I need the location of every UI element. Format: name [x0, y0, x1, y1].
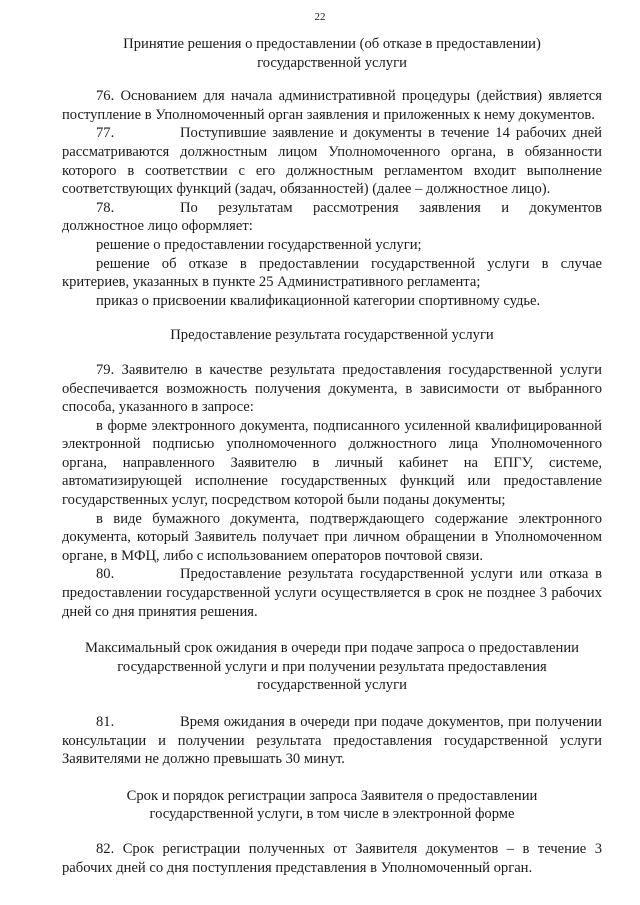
heading-line: Срок и порядок регистрации запроса Заявителя о предоставлении [126, 787, 538, 804]
list-item: в виде бумажного документа, подтверждающего содержание электронного документа, который Заявитель получает при личном обращении в Уполномоченном органе, в МФЦ, либо с использованием операторов почтовой связи. [62, 510, 602, 564]
paragraph-82: 82. Срок регистрации полученных от Заявителя документов – в течение 3 рабочих дней со дня поступления представления в Уполномоченный орган. [62, 840, 602, 876]
paragraph-text: Время ожидания в очереди при подаче документов, при получении консультации и получении результата предоставления государственной услуги Заявителями не должно превышать 30 минут. [62, 714, 602, 768]
heading-line: государственной услуги [257, 677, 407, 694]
heading-line: Максимальный срок ожидания в очереди при подаче запроса о предоставлении [85, 640, 579, 657]
heading-line: государственной услуги и при получении результата предоставления [117, 658, 547, 675]
paragraph-text: Поступившие заявление и документы в течение 14 рабочих дней рассматриваются должностным лицом Уполномоченного органа, в обязанности которого в соответствии с его должностным регламентом входит выполнение соответствующих функций (задач, обязанностей) (далее – должностное лицо). [62, 125, 602, 198]
heading-line: Принятие решения о предоставлении (об отказе в предоставлении) [123, 36, 541, 52]
paragraph-number: 80. [96, 566, 115, 583]
paragraph-81 [62, 713, 602, 769]
paragraph-number: 78. [96, 199, 115, 216]
paragraph-80 [62, 565, 602, 621]
paragraph-text: Предоставление результата государственной услуги или отказа в предоставлении государственной услуги осуществляется в срок не позднее 3 рабочих дней со дня принятия решения. [62, 566, 602, 620]
paragraph-78 [62, 199, 602, 236]
list-item: приказ о присвоении квалификационной категории спортивному судье. [96, 292, 541, 309]
list-item: в форме электронного документа, подписанного усиленной квалифицированной электронной подписью уполномоченного должностного лица Уполномоченного органа, направленного Заявителю в личный кабинет на ЕПГУ, системе, автоматизирующей исполнение государственных функций или предоставление государственных услуг, посредством которой были поданы документы; [62, 417, 602, 509]
paragraph-79: 79. Заявителю в качестве результата предоставления государственной услуги обеспечивается возможность получения документа, в зависимости от выбранного способа, указанного в запросе: [62, 361, 602, 416]
section-heading-result: Предоставление результата государственной услуги [170, 327, 494, 344]
section-heading-registration [62, 787, 602, 824]
paragraph-76: 76. Основанием для начала административной процедуры (действия) является поступление в Уполномоченный орган заявления и приложенных к нему документов. [62, 88, 602, 123]
section-heading-decision [62, 35, 602, 72]
heading-line: государственной услуги, в том числе в электронной форме [149, 806, 515, 823]
heading-line: государственной услуги [257, 54, 407, 71]
paragraph-text: По результатам рассмотрения заявления и документов должностное лицо оформляет: [62, 199, 602, 235]
section-heading-waiting [62, 639, 602, 695]
paragraph-number: 81. [96, 714, 115, 730]
paragraph-number: 77. [96, 125, 115, 142]
list-item: решение об отказе в предоставлении государственной услуги в случае критериев, указанных в пункте 25 Административного регламента; [62, 255, 602, 291]
page-number: 22 [314, 11, 326, 23]
paragraph-77 [62, 124, 602, 198]
list-item: решение о предоставлении государственной услуги; [96, 236, 422, 253]
